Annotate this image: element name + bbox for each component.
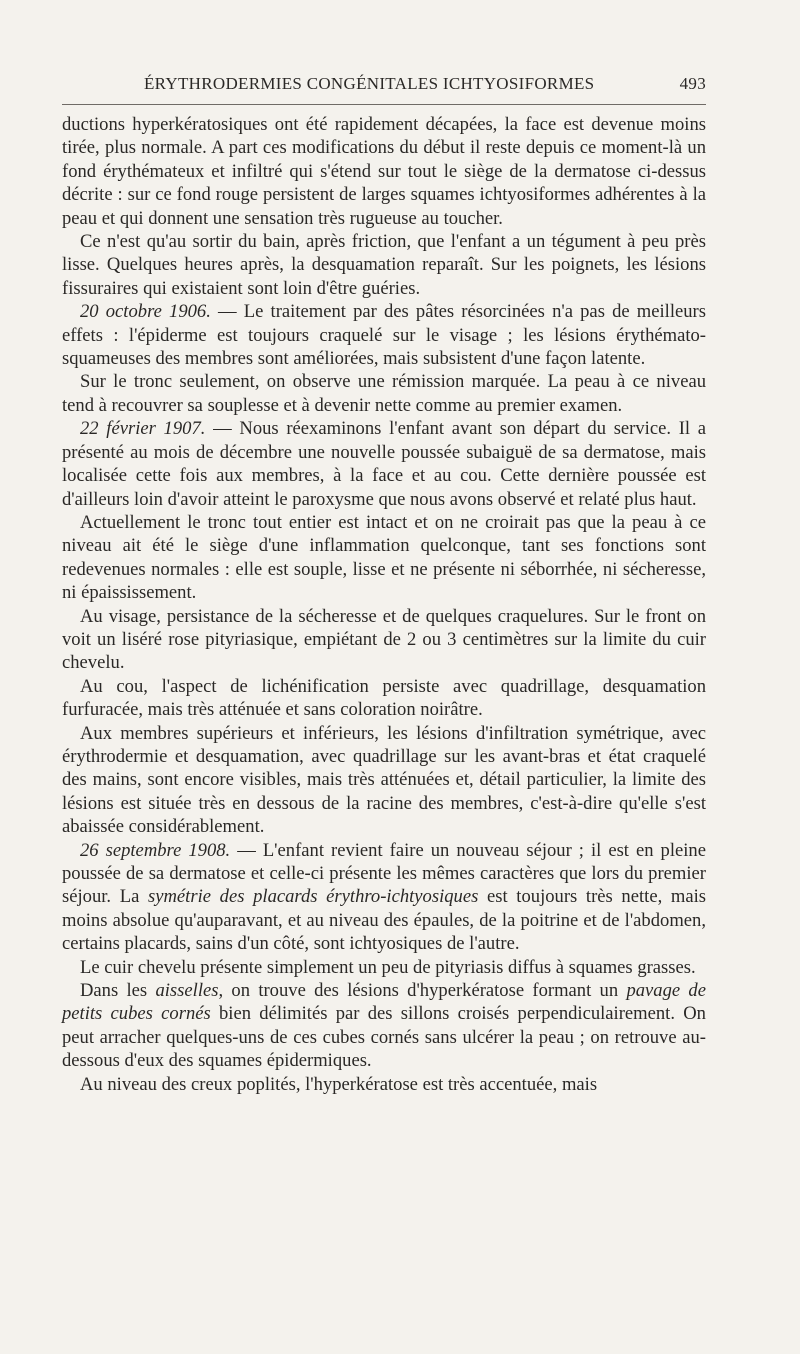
text-run: ductions hyperkératosiques ont été rapidement décapées, la face est devenue moins tirée, plus normale. A part ces modifications du début il reste depuis ce moment-là un fond érythémateux et infiltré qui s'étend sur tout le siège de la dermatose ci-dessus décrite : sur ce fond rouge persistent de larges squames ichtyosiformes adhérentes à la peau et qui donnent une sensation très rugueuse au toucher. [62, 114, 706, 229]
paragraph-p10 [62, 839, 706, 956]
page-number: 493 [679, 74, 706, 93]
text-run: Ce n'est qu'au sortir du bain, après friction, que l'enfant a un tégument à peu près lisse. Quelques heures après, la desquamation reparaît. Sur les poignets, les lésions fissuraires qui existaient sont loin d'être guéries. [62, 231, 706, 299]
body-text [62, 113, 706, 1096]
text-run: Actuellement le tronc tout entier est intact et on ne croirait pas que la peau à ce niveau ait été le siège d'une inflammation quelconque, tant ses fonctions sont redevenues normales : elle est souple, lisse et ne présente ni séborrhée, ni sécheresse, ni épaississement. [62, 511, 706, 604]
text-run: , on trouve des lésions d'hyperkératose formant un [218, 980, 627, 1002]
italic-phrase: 20 octobre 1906. [80, 301, 211, 323]
italic-phrase: symétrie des placards érythro-ichtyosiques [148, 886, 479, 908]
italic-phrase: aisselles [155, 980, 219, 1002]
paragraph-p8 [62, 675, 706, 722]
text-run: est toujours très nette, mais moins absolue qu'auparavant, et au niveau des épaules, de la poitrine et de l'abdomen, certains placards, sains d'un côté, sont ichtyosiques de l'autre. [62, 886, 706, 955]
running-title: ÉRYTHRODERMIES CONGÉNITALES ICHTYOSIFORMES [144, 74, 595, 93]
text-run: Au niveau des creux poplités, l'hyperkératose est très accentuée, mais [80, 1073, 598, 1095]
paragraph-p6 [62, 511, 706, 605]
page [62, 70, 706, 1096]
text-run: Le cuir chevelu présente simplement un peu de pityriasis diffus à squames grasses. [80, 956, 696, 978]
italic-phrase: pavage de petits cubes cornés [62, 980, 706, 1025]
italic-phrase: 22 février 1907. [80, 418, 206, 440]
paragraph-p4 [62, 370, 706, 417]
paragraph-p7 [62, 605, 706, 675]
paragraph-p2 [62, 230, 706, 300]
text-run: Au cou, l'aspect de lichénification persiste avec quadrillage, desquamation furfuracée, mais très atténuée et sans coloration noirâtre. [62, 675, 706, 721]
running-head [62, 70, 706, 100]
text-run: Dans les [80, 980, 156, 1002]
paragraph-p11 [62, 956, 706, 979]
header-rule [62, 104, 706, 105]
text-run: Aux membres supérieurs et inférieurs, les lésions d'infiltration symétrique, avec érythrodermie et desquamation, avec quadrillage sur les avant-bras et état craquelé des mains, sont encore visibles, mais très atténuées et, détail particulier, la limite des lésions est située très en dessous de la racine des membres, c'est-à-dire qu'elle s'est abaissée considérablement. [62, 722, 706, 838]
paragraph-p1 [62, 113, 706, 230]
text-run: Sur le tronc seulement, on observe une rémission marquée. La peau à ce niveau tend à recouvrer sa souplesse et à devenir nette comme au premier examen. [62, 371, 706, 416]
italic-phrase: 26 septembre 1908. [80, 839, 231, 861]
paragraph-p5 [62, 417, 706, 511]
paragraph-p13 [62, 1073, 706, 1096]
text-run: bien délimités par des sillons croisés perpendiculairement. On peut arracher quelques-uns de ces cubes cornés sans ulcérer la peau ; on retrouve au-dessous d'eux des squames épidermiques. [62, 1003, 706, 1072]
text-run: — Le traitement par des pâtes résorcinées n'a pas de meilleurs effets : l'épiderme est toujours craquelé sur le visage ; les lésions érythémato-squameuses des membres sont améliorées, mais subsistent d'une façon latente. [62, 301, 706, 370]
paragraph-p3 [62, 300, 706, 370]
text-run: Au visage, persistance de la sécheresse et de quelques craquelures. Sur le front on voit un liséré rose pityriasique, empiétant de 2 ou 3 centimètres sur la limite du cuir chevelu. [62, 605, 706, 674]
paragraph-p9 [62, 722, 706, 839]
paragraph-p12 [62, 979, 706, 1073]
text-run: — Nous réexaminons l'enfant avant son départ du service. Il a présenté au mois de décembre une nouvelle poussée subaiguë de sa dermatose, mais localisée cette fois aux membres, à la face et au cou. Cette dernière poussée est d'ailleurs loin d'avoir atteint le paroxysme que nous avons observé et relaté plus haut. [62, 418, 707, 510]
text-run: — L'enfant revient faire un nouveau séjour ; il est en pleine poussée de sa dermatose et celle-ci présente les mêmes caractères que lors du premier séjour. La [62, 839, 706, 908]
